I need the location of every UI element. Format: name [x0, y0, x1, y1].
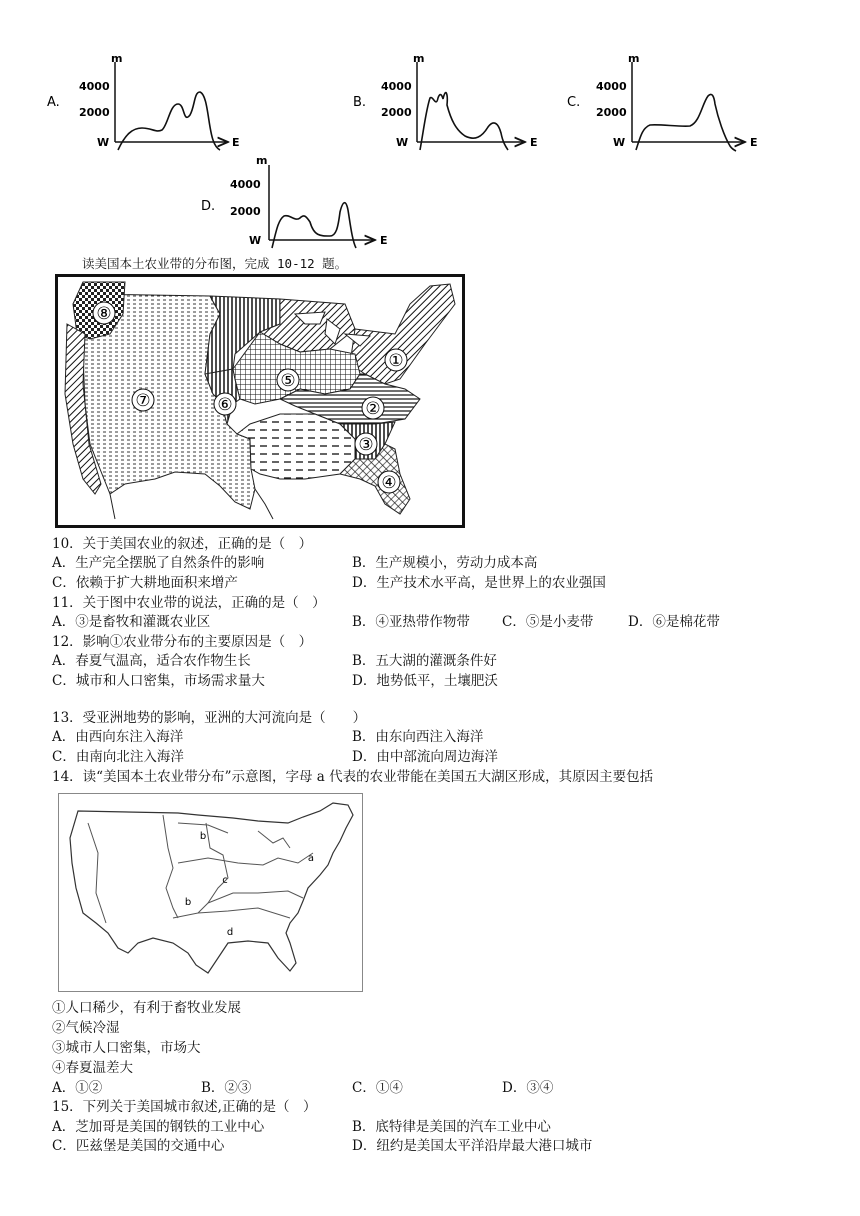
- option-d-label: D.: [201, 199, 216, 214]
- q13-option-a[interactable]: A．由西向东注入海洋: [52, 729, 184, 745]
- q14-stem: 14．读“美国本土农业带分布”示意图，字母 a 代表的农业带能在美国五大湖区形成，其原因主要包括: [52, 769, 654, 785]
- profile-d-east: E: [380, 234, 388, 247]
- q14-option-a[interactable]: A．①②: [52, 1080, 103, 1096]
- map2-letter-c: c: [222, 875, 228, 886]
- option-b-label: B.: [353, 95, 367, 110]
- q12-option-c[interactable]: C．城市和人口密集，市场需求量大: [52, 673, 265, 689]
- q14-item-1: ①人口稀少，有利于畜牧业发展: [52, 1000, 241, 1016]
- profile-c: [567, 52, 758, 151]
- q15-option-c[interactable]: C．匹兹堡是美国的交通中心: [52, 1138, 225, 1154]
- region-label-8: ⑧: [96, 304, 112, 324]
- q15-stem: 15．下列关于美国城市叙述,正确的是（ ）: [52, 1099, 317, 1115]
- profile-b-tick-2000: 2000: [381, 106, 412, 119]
- q11-option-b[interactable]: B．④亚热带作物带: [352, 614, 470, 630]
- q10-option-c[interactable]: C．依赖于扩大耕地面积来增产: [52, 575, 238, 591]
- profile-c-tick-4000: 4000: [596, 80, 627, 93]
- q10-stem: 10．关于美国农业的叙述，正确的是（ ）: [52, 536, 313, 552]
- q14-item-4: ④春夏温差大: [52, 1060, 133, 1076]
- region-label-3: ③: [358, 435, 374, 455]
- region-label-4: ④: [381, 473, 397, 493]
- map2-letter-d: d: [226, 927, 234, 938]
- region-label-1: ①: [388, 351, 404, 371]
- q11-stem: 11．关于图中农业带的说法，正确的是（ ）: [52, 595, 326, 611]
- q12-option-a[interactable]: A．春夏气温高，适合农作物生长: [52, 653, 251, 669]
- q11-option-c[interactable]: C．⑤是小麦带: [502, 614, 594, 630]
- q14-option-b[interactable]: B．②③: [201, 1080, 252, 1096]
- profile-a: [47, 52, 240, 150]
- profile-c-east: E: [750, 136, 758, 149]
- q11-option-d[interactable]: D．⑥是棉花带: [628, 614, 720, 630]
- profile-a-tick-2000: 2000: [79, 106, 110, 119]
- region-label-7: ⑦: [135, 391, 151, 411]
- profile-d-tick-4000: 4000: [230, 178, 261, 191]
- q15-option-a[interactable]: A．芝加哥是美国的钢铁的工业中心: [52, 1119, 265, 1135]
- q13-option-b[interactable]: B．由东向西注入海洋: [352, 729, 484, 745]
- q11-option-a[interactable]: A．③是畜牧和灌溉农业区: [52, 614, 211, 630]
- q10-option-a[interactable]: A．生产完全摆脱了自然条件的影响: [52, 555, 265, 571]
- profile-a-east: E: [232, 136, 240, 149]
- profile-c-west: W: [613, 136, 626, 149]
- q13-stem: 13．受亚洲地势的影响，亚洲的大河流向是（ ）: [52, 710, 367, 726]
- q14-item-3: ③城市人口密集，市场大: [52, 1040, 201, 1056]
- q12-stem: 12．影响①农业带分布的主要原因是（ ）: [52, 634, 313, 650]
- profile-a-tick-4000: 4000: [79, 80, 110, 93]
- map1-intro: 读美国本土农业带的分布图，完成 10-12 题。: [82, 256, 348, 271]
- profile-d: [201, 154, 388, 248]
- profile-c-unit: m: [628, 52, 640, 65]
- q15-option-b[interactable]: B．底特律是美国的汽车工业中心: [352, 1119, 551, 1135]
- profile-d-line: [272, 203, 356, 248]
- letter-belt-map: [58, 793, 364, 993]
- map2-letter-b-south: b: [184, 897, 192, 908]
- profile-b-east: E: [530, 136, 538, 149]
- q12-option-b[interactable]: B．五大湖的灌溉条件好: [352, 653, 497, 669]
- q13-option-d[interactable]: D．由中部流向周边海洋: [352, 749, 498, 765]
- region-label-6: ⑥: [217, 395, 233, 415]
- profile-d-tick-2000: 2000: [230, 205, 261, 218]
- q10-option-b[interactable]: B．生产规模小，劳动力成本高: [352, 555, 538, 571]
- profile-d-unit: m: [256, 154, 268, 167]
- option-c-label: C.: [567, 95, 581, 110]
- profile-b: [353, 52, 538, 150]
- profile-b-unit: m: [413, 52, 425, 65]
- q12-option-d[interactable]: D．地势低平，土壤肥沃: [352, 673, 498, 689]
- map2-letter-a: a: [307, 853, 315, 864]
- profile-b-tick-4000: 4000: [381, 80, 412, 93]
- profile-c-tick-2000: 2000: [596, 106, 627, 119]
- q15-option-d[interactable]: D．纽约是美国太平洋沿岸最大港口城市: [352, 1138, 593, 1154]
- q14-option-c[interactable]: C．①④: [352, 1080, 403, 1096]
- option-a-label: A.: [47, 95, 60, 110]
- profile-charts: [0, 0, 860, 250]
- region-label-5: ⑤: [280, 371, 296, 391]
- q13-option-c[interactable]: C．由南向北注入海洋: [52, 749, 184, 765]
- agri-belt-map: [55, 274, 465, 528]
- region-cotton: [237, 414, 355, 479]
- profile-a-west: W: [97, 136, 110, 149]
- q14-option-d[interactable]: D．③④: [502, 1080, 554, 1096]
- q14-item-2: ②气候冷湿: [52, 1020, 120, 1036]
- map2-letter-b-north: b: [199, 831, 207, 842]
- region-label-2: ②: [365, 399, 381, 419]
- profile-d-west: W: [249, 234, 262, 247]
- profile-a-unit: m: [111, 52, 123, 65]
- profile-b-west: W: [396, 136, 409, 149]
- q10-option-d[interactable]: D．生产技术水平高，是世界上的农业强国: [352, 575, 606, 591]
